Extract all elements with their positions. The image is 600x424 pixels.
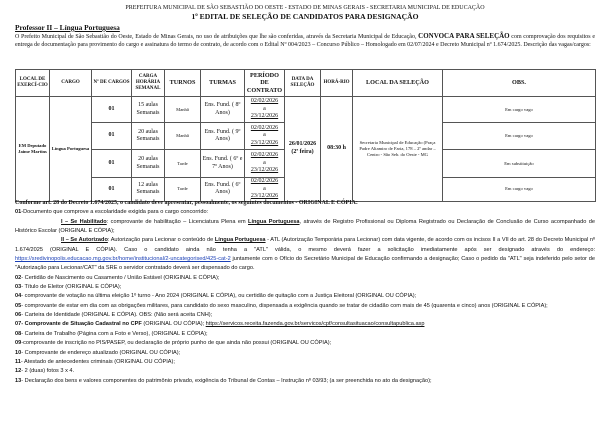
intro-text-2: com comprovação dos requisitos e entrega de documentação para provimento do cargo e assinatura do termo de contrato, de acordo com o Edital Nº 004/2023 – Concurso Público – Homologado em 02/07/2024 e Decreto Municipal nº 1.674/2025. Descrição das vagas/cargos:: [15, 34, 595, 49]
obs: Em cargo vago: [443, 123, 596, 150]
item-text: - Atestado de antecedentes criminais (ORIGINAL OU CÓPIA);: [20, 358, 175, 365]
cpf-link[interactable]: https://servicos.receita.fazenda.gov.br/servicos/cpf/consultasituacao/consultapublica.asp: [205, 321, 425, 328]
item-text: - Carteira de Trabalho (Página com a Foto e Verso), (ORIGINAL E CÓPIA);: [21, 330, 208, 337]
table-row: [16, 97, 596, 123]
cargo: Língua Portuguesa: [50, 97, 92, 202]
requirements-intro: Conforme art. 28 do Decreto 1.674/2025, o candidato deve apresentar, pessoalmente, os seguintes documentos - ORIGINAL E CÓPIA:: [15, 200, 358, 206]
periodo-fim: 23/12/2026: [250, 193, 279, 199]
obs: Em cargo vago: [443, 178, 596, 202]
local-selecao: Secretaria Municipal de Educação (Praça Padre Altamiro de Faria, 178 – 2º andar – Centro - São Seb. do Oeste - MG: [353, 97, 443, 202]
item-text: - ATL (Autorização Temporária para Lecionar) com data vigente, de acordo com os incisos II a VII do art. 28 do Decreto Municipal nº 1.674/2025 (ORIGINAL E CÓPIA). Caso o candidato ainda não tenha a "ATL" válida, o mesmo deverá fazer a solicitação imediatamente após ser designado através do endereço:: [15, 237, 595, 253]
item-text: - 2 (duas) fotos 3 x 4.: [21, 368, 75, 375]
item-06: [15, 311, 595, 320]
col-header: CARGO: [50, 70, 92, 97]
num-cargos: 01: [92, 123, 132, 150]
position-title: Professor II – Língua Portuguesa: [15, 23, 120, 32]
document-header: [15, 4, 595, 50]
item-text: juntamente com o Ofício do Secretário Municipal de Educação confirmando a designação; Caso o pedido da "ATL" seja indeferido pelo setor de "Autorização para Lecionar/CAT" da SRE o servidor contratado deverá ser dispensado do cargo.: [15, 256, 595, 272]
item-07: [15, 320, 595, 329]
periodo-inicio: 02/02/2026: [250, 98, 279, 105]
item-text: , através de Registro Profissional ou Diploma Registrado ou Declaração de Conclusão de Curso acompanhado de Histórico Escolar (ORIGINAL E CÓPIA);: [15, 218, 595, 235]
item-number: 08: [15, 330, 22, 337]
turma: Ens. Fund. ( 9º Anos): [201, 123, 245, 150]
periodo-sep: a: [263, 105, 266, 112]
local-exercicio: EM Deputado Jaime Martins: [16, 97, 50, 202]
num-cargos: 01: [92, 97, 132, 123]
data-selecao: [285, 97, 321, 202]
item-number: 03: [15, 284, 22, 291]
col-header: LOCAL DE EXERCÍ-CIO: [16, 70, 50, 97]
item-text: -comprovante de inscrição no PIS/PASEP, ou declaração de próprio punho de que ainda não possui (ORIGINAL OU CÓPIA);: [21, 340, 332, 347]
item-number: 13: [15, 377, 22, 384]
item-text: : Autorização para Lecionar o conteúdo de: [107, 237, 215, 244]
obs: Em cargo vago: [443, 97, 596, 123]
col-header: CARGA HORÁRIA SEMANAL: [132, 70, 165, 97]
item-text: - Certidão de Nascimento ou Casamento / União Estável (ORIGINAL E CÓPIA);: [21, 274, 220, 281]
autorizado-label: II – Se Autorizado: [61, 237, 108, 244]
item-text: - Comprovante de endereço atualizado (ORIGINAL OU CÓPIA);: [21, 349, 181, 356]
data-value: 26/01/2026: [288, 141, 317, 148]
item-04: [15, 292, 595, 301]
col-header: DATA DA SELEÇÃO: [285, 70, 321, 97]
num-cargos: 01: [92, 178, 132, 202]
periodo: [245, 150, 285, 178]
carga-horaria: 20 aulas Semanais: [132, 150, 165, 178]
item-number: 01: [15, 209, 22, 216]
item-number: 11: [15, 358, 21, 365]
periodo-inicio: 02/02/2026: [250, 178, 279, 184]
document-title: 1º EDITAL DE SELEÇÃO DE CANDIDATOS PARA DESIGNAÇÃO: [191, 12, 419, 21]
periodo: [245, 97, 285, 123]
col-header: Nº DE CARGOS: [92, 70, 132, 97]
periodo-fim: 23/12/2026: [250, 139, 279, 146]
item-10: [15, 349, 595, 358]
intro-bold: CONVOCA PARA SELEÇÃO: [418, 32, 510, 40]
item-11: [15, 358, 595, 367]
carga-horaria: 15 aulas Semanais: [132, 97, 165, 123]
item-number: 04: [15, 293, 22, 300]
col-header: HORÁ-RIO: [321, 70, 353, 97]
item-number: 12: [15, 368, 22, 375]
habilitado-label: I – Se Habilitado: [61, 218, 107, 225]
turno: Tarde: [165, 178, 201, 202]
item-text: - Declaração dos bens e valores componentes do patrimônio privado, exigência do Tribunal de Contas – Instrução nº 03/93; (a ser preenchida no ato da designação);: [21, 377, 432, 384]
item-text: : comprovante de habilitação – Licenciatura Plena em: [106, 218, 249, 225]
col-header: OBS.: [443, 70, 596, 97]
item-bold-text: - Comprovante de Situação Cadastral no CPF: [21, 321, 142, 328]
carga-horaria: 20 aulas Semanais: [132, 123, 165, 150]
item-01: [15, 208, 595, 217]
item-13: [15, 377, 595, 386]
turno: Manhã: [165, 123, 201, 150]
turma: Ens. Fund. ( 6º e 7º Anos): [201, 150, 245, 178]
subject-name: Língua Portuguesa: [214, 237, 266, 244]
item-autorizado: [15, 236, 595, 273]
institution-line: PREFEITURA MUNICIPAL DE SÃO SEBASTIÃO DO OESTE - ESTADO DE MINAS GERAIS - SECRETARIA MUNICIPAL DE EDUCAÇÃO: [125, 5, 485, 11]
item-number: 09: [15, 340, 22, 347]
item-text: - Título de Eleitor (ORIGINAL E CÓPIA);: [21, 284, 122, 291]
item-text: - Carteira de Identidade (ORIGINAL E CÓPIA). OBS: (Não será aceita CNH);: [21, 312, 213, 319]
periodo-sep: a: [263, 132, 266, 139]
periodo-inicio: 02/02/2026: [250, 152, 279, 159]
col-header: TURMAS: [201, 70, 245, 97]
item-05: [15, 302, 595, 311]
horario: 08:30 h: [321, 97, 353, 202]
item-number: 05: [15, 302, 22, 309]
col-header: TURNOS: [165, 70, 201, 97]
item-09: [15, 339, 595, 348]
periodo-fim: 23/12/2026: [250, 167, 279, 174]
turma: Ens. Fund. ( 6º Anos): [201, 178, 245, 202]
turno: Manhã: [165, 97, 201, 123]
item-text: - comprovante de votação na última eleição 1º turno - Ano 2024 (ORIGINAL E CÓPIA), ou certidão de quitação com a Justiça Eleitoral (ORIGINAL OU CÓPIA);: [21, 293, 417, 300]
item-number: 06: [15, 312, 22, 319]
item-12: [15, 367, 595, 376]
item-02: [15, 274, 595, 283]
item-text: - comprovante de estar em dia com as obrigações militares, para candidato do sexo masculino, dispensada a exigência quando se tratar de cidadão com mais de 45 (quarenta e cinco) anos (ORIGINAL E CÓPIA);: [21, 302, 548, 309]
item-habilitado: [15, 218, 595, 237]
item-03: [15, 283, 595, 292]
vacancies-table: [15, 69, 596, 202]
intro-paragraph: [15, 32, 595, 50]
data-weekday: (2ª feira): [291, 148, 314, 155]
col-header: PERÍODO DE CONTRATO: [245, 70, 285, 97]
item-text: -Documento que comprove a escolaridade exigida para o cargo concorrido:: [21, 209, 209, 216]
obs: Em substituição: [443, 150, 596, 178]
carga-horaria: 12 aulas Semanais: [132, 178, 165, 202]
atl-link[interactable]: https://sredivinopolis.educacao.mg.gov.br/home/institucional/2-uncategorised/425-cat-2: [15, 256, 231, 263]
periodo: [245, 178, 285, 202]
periodo: [245, 123, 285, 150]
subject-name: Língua Portuguesa: [248, 218, 300, 225]
num-cargos: 01: [92, 150, 132, 178]
periodo-sep: a: [263, 185, 266, 192]
periodo-inicio: 02/02/2026: [250, 124, 279, 131]
table-header-row: [16, 70, 596, 97]
item-08: [15, 330, 595, 339]
periodo-sep: a: [263, 159, 266, 166]
item-number: 02: [15, 274, 22, 281]
item-number: 10: [15, 349, 22, 356]
intro-text: O Prefeito Municipal de São Sebastião do Oeste, Estado de Minas Gerais, no uso de atribuições que lhe são conferidas, através da Secretaria Municipal de Educação,: [15, 34, 417, 40]
periodo-fim: 23/12/2026: [250, 113, 279, 120]
item-number: 07: [15, 321, 22, 328]
turma: Ens. Fund. ( 8º Anos): [201, 97, 245, 123]
turno: Tarde: [165, 150, 201, 178]
item-text: (ORIGINAL OU CÓPIA);: [141, 321, 206, 328]
col-header: LOCAL DA SELEÇÃO: [353, 70, 443, 97]
document-body: [15, 199, 595, 386]
